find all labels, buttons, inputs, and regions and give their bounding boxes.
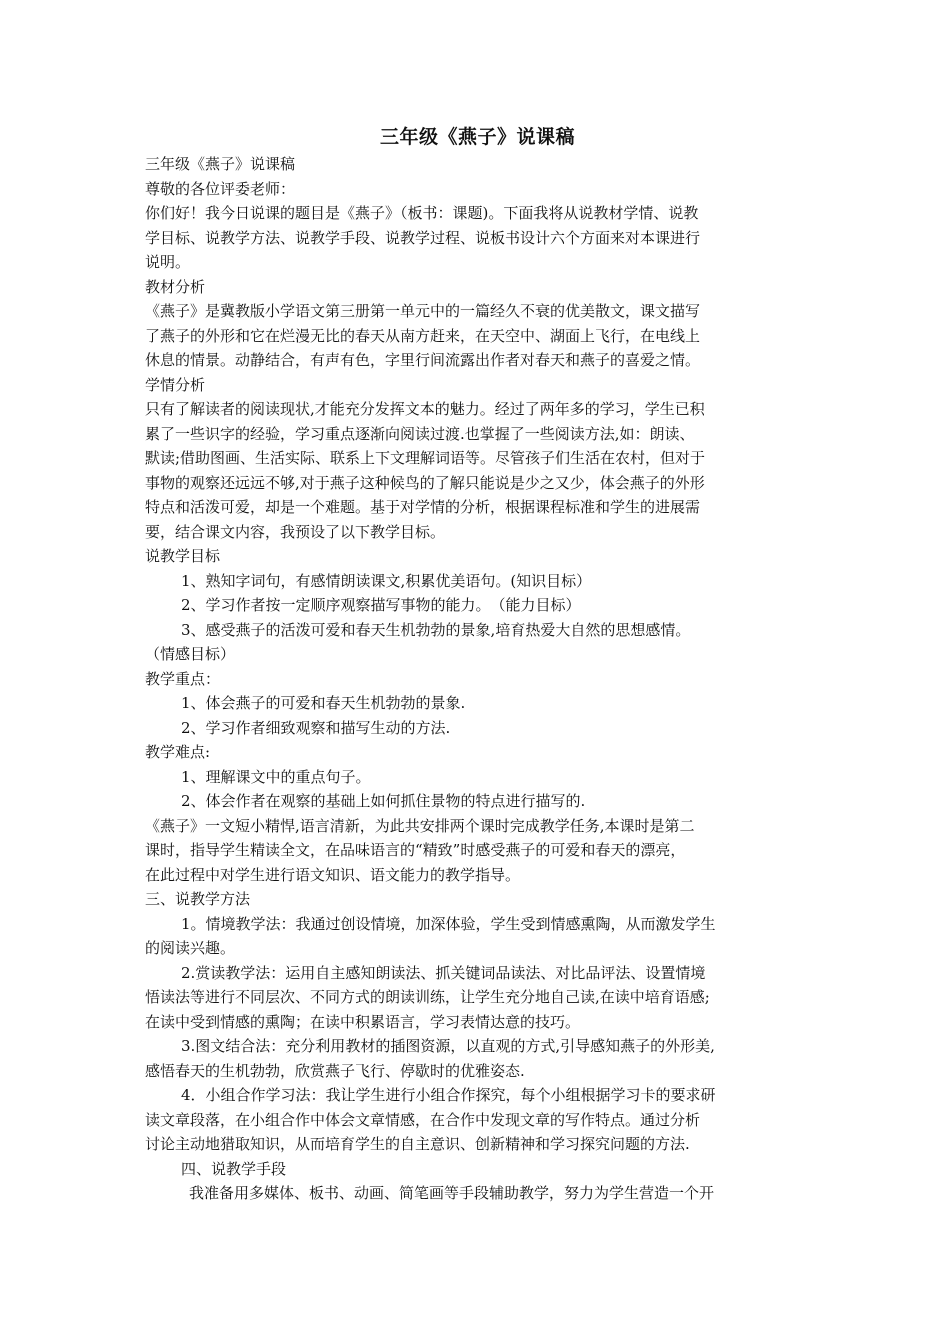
- text-line: 1、熟知字词句，有感情朗读课文,积累优美语句。(知识目标）: [181, 571, 592, 590]
- text-line: 读文章段落，在小组合作中体会文章情感，在合作中发现文章的写作特点。通过分析: [145, 1110, 701, 1129]
- text-line: （情感目标）: [145, 645, 236, 663]
- text-line: 三、说教学方法: [145, 890, 251, 908]
- text-line: 在读中受到情感的熏陶；在读中积累语言，学习表情达意的技巧。: [145, 1012, 581, 1031]
- text-line: 四、说教学手段: [181, 1159, 287, 1178]
- text-line: 的阅读兴趣。: [145, 939, 236, 957]
- text-line: 事物的观察还远远不够,对于燕子这种候鸟的了解只能说是少之又少，体会燕子的外形: [145, 473, 705, 492]
- text-line: 3、感受燕子的活泼可爱和春天生机勃勃的景象,培育热爱大自然的思想感情。: [181, 620, 691, 639]
- text-line: 1、理解课文中的重点句子。: [181, 767, 371, 786]
- text-line: 课时，指导学生精读全文，在品味语言的“精致”时感受燕子的可爱和春天的漂亮，: [145, 841, 686, 859]
- text-line: 尊敬的各位评委老师：: [145, 179, 296, 198]
- text-line: 三年级《燕子》说课稿: [145, 155, 296, 173]
- text-line: 在此过程中对学生进行语文知识、语文能力的教学指导。: [145, 865, 521, 884]
- text-line: 教材分析: [145, 277, 206, 296]
- text-line: 累了一些识字的经验，学习重点逐渐向阅读过渡.也掌握了一些阅读方法,如：朗读、: [145, 424, 695, 443]
- text-line: 学目标、说教学方法、说教学手段、说教学过程、说板书设计六个方面来对本课进行: [145, 228, 701, 247]
- text-line: 特点和活泼可爱，却是一个难题。基于对学情的分析，根据课程标准和学生的进展需: [145, 498, 701, 516]
- text-line: 4．小组合作学习法：我让学生进行小组合作探究，每个小组根据学习卡的要求研: [181, 1086, 716, 1104]
- text-line: 你们好！我今日说课的题目是《燕子》（板书：课题)。下面我将从说教材学情、说教: [145, 204, 699, 222]
- text-line: 默读;借助图画、生活实际、联系上下文理解词语等。尽管孩子们生活在农村，但对于: [145, 449, 706, 467]
- text-line: 2.赏读教学法：运用自主感知朗读法、抓关键词品读法、对比品评法、设置情境: [181, 963, 706, 982]
- text-line: 说教学目标: [145, 547, 221, 565]
- text-line: 1、体会燕子的可爱和春天生机勃勃的景象.: [181, 694, 466, 712]
- text-line: 学情分析: [145, 375, 206, 394]
- text-line: 悟读法等进行不同层次、不同方式的朗读训练，让学生充分地自己读,在读中培育语感;: [145, 988, 710, 1006]
- text-line: 说明。: [145, 253, 191, 271]
- text-line: 休息的情景。动静结合，有声有色，字里行间流露出作者对春天和燕子的喜爱之情。: [145, 351, 701, 369]
- text-line: 3.图文结合法：充分利用教材的插图资源，以直观的方式,引导感知燕子的外形美,: [181, 1037, 715, 1055]
- document-page: [145, 122, 810, 1206]
- text-line: 感悟春天的生机勃勃，欣赏燕子飞行、停歇时的优雅姿态.: [145, 1061, 525, 1080]
- document-body: [145, 152, 810, 1206]
- text-line: 教学重点：: [145, 669, 221, 688]
- text-line: 2、体会作者在观察的基础上如何抓住景物的特点进行描写的.: [181, 792, 586, 810]
- text-line: 了燕子的外形和它在烂漫无比的春天从南方赶来，在天空中、湖面上飞行，在电线上: [145, 326, 701, 345]
- document-title: 三年级《燕子》说课稿: [379, 126, 575, 148]
- text-line: 讨论主动地猎取知识，从而培育学生的自主意识、创新精神和学习探究问题的方法.: [145, 1135, 690, 1153]
- text-line: 《燕子》一文短小精悍,语言清新，为此共安排两个课时完成教学任务,本课时是第二: [145, 816, 695, 835]
- text-line: 要，结合课文内容，我预设了以下教学目标。: [145, 522, 446, 541]
- text-line: 我准备用多媒体、板书、动画、简笔画等手段辅助教学，努力为学生营造一个开: [189, 1184, 715, 1202]
- text-line: 教学难点:: [145, 743, 211, 761]
- text-line: 2、学习作者细致观察和描写生动的方法.: [181, 718, 451, 737]
- text-line: 2、学习作者按一定顺序观察描写事物的能力。 （能力目标）: [181, 596, 581, 614]
- text-line: 《燕子》是冀教版小学语文第三册第一单元中的一篇经久不衰的优美散文，课文描写: [145, 302, 701, 320]
- text-line: 1。情境教学法：我通过创设情境，加深体验，学生受到情感熏陶，从而激发学生: [181, 914, 716, 933]
- text-line: 只有了解读者的阅读现状,才能充分发挥文本的魅力。经过了两年多的学习，学生已积: [145, 400, 705, 418]
